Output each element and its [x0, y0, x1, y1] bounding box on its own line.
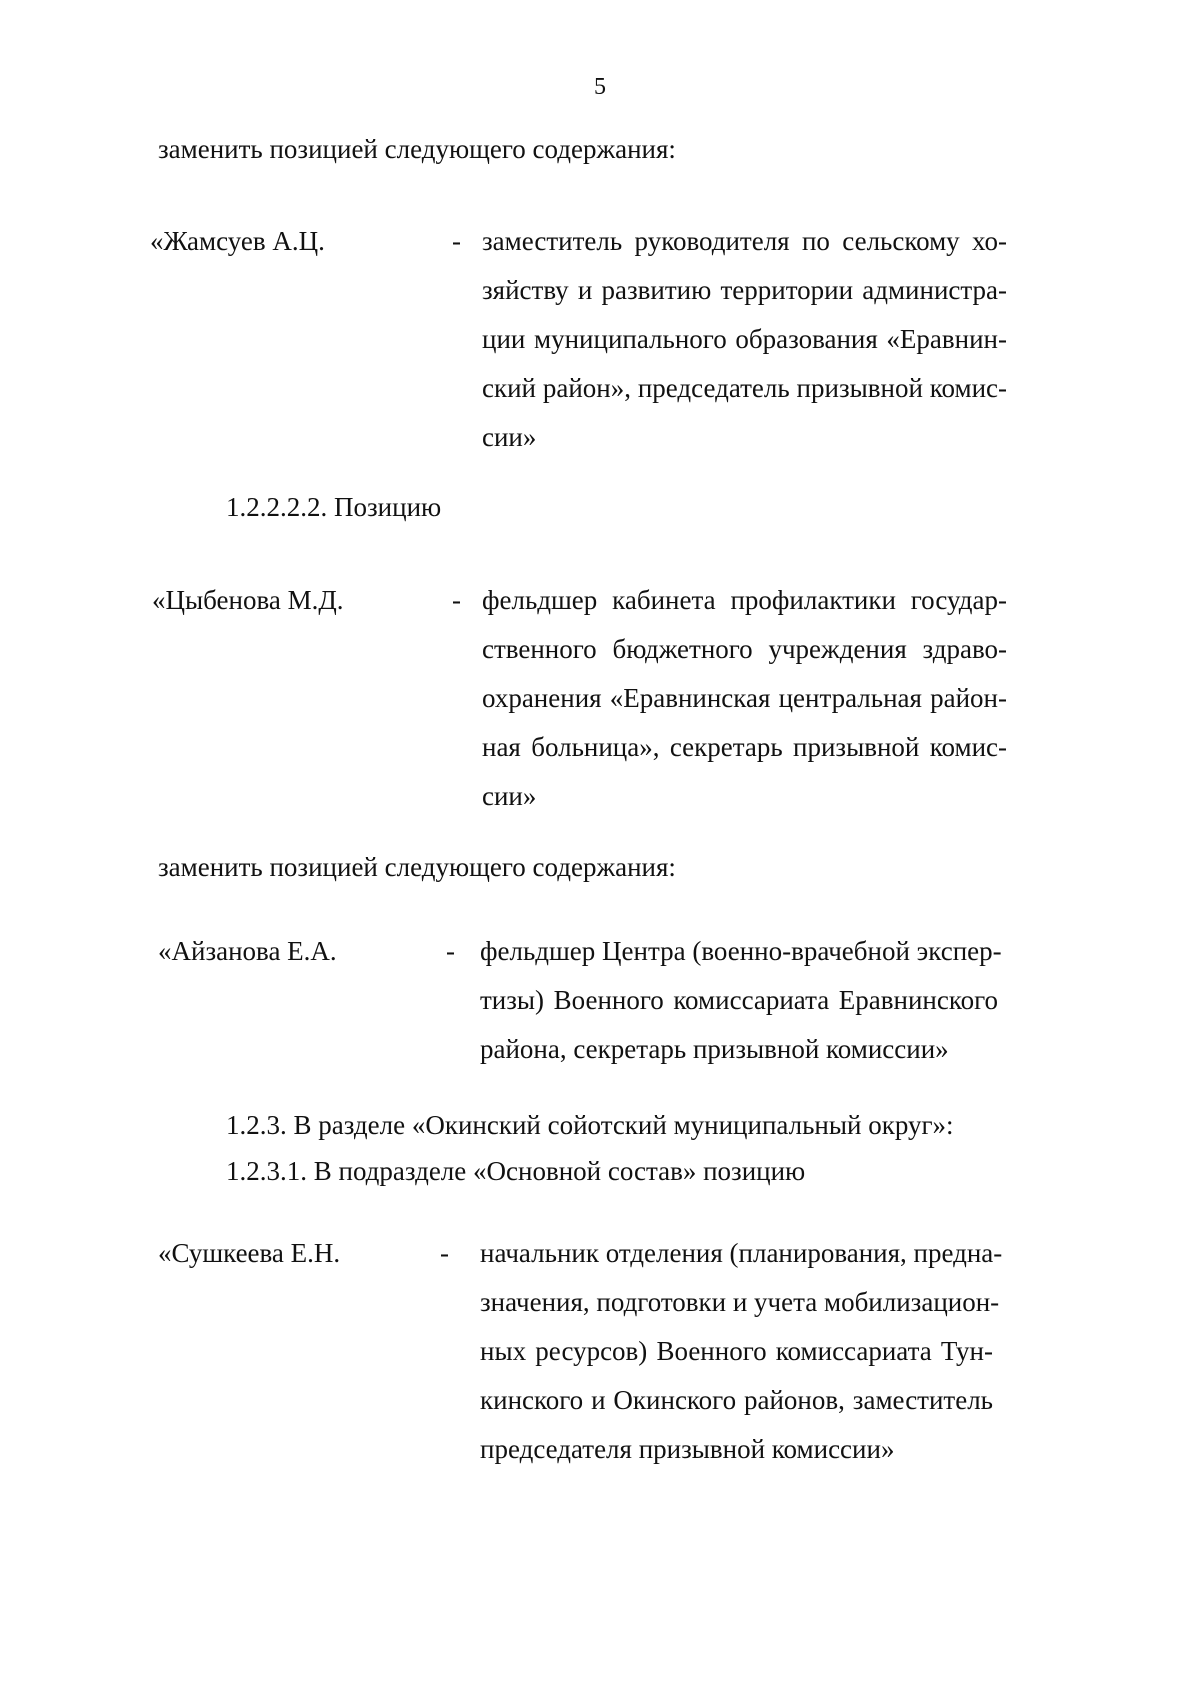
entry-description [480, 934, 1002, 1081]
subsection-heading: 1.2.3.1. В подразделе «Основной состав» позицию [226, 1156, 806, 1186]
description-line: ственного бюджетного учреждения здраво- [482, 634, 1007, 664]
description-line: зяйству и развитию территории администра- [482, 275, 1007, 305]
description-line: заместитель руководителя по сельскому хо- [482, 226, 1007, 256]
entry-person-name: «Жамсуев А.Ц. [150, 226, 325, 256]
entry-person-name: «Цыбенова М.Д. [152, 585, 344, 615]
description-line: начальник отделения (планирования, предна- [480, 1238, 1003, 1268]
item-heading: 1.2.2.2.2. Позицию [226, 492, 442, 522]
description-line: района, секретарь призывной комиссии» [480, 1034, 949, 1064]
page-number: 5 [594, 74, 606, 100]
description-line: ции муниципального образования «Еравнин- [482, 324, 1007, 354]
entry-dash: - [452, 585, 461, 615]
description-line: ский район», председатель призывной комис- [482, 373, 1007, 403]
entry-dash: - [452, 226, 461, 256]
description-line: сии» [482, 422, 537, 452]
description-line: кинского и Окинского районов, заместитель [480, 1385, 993, 1415]
entry-description [482, 583, 1007, 828]
entry-description [482, 224, 1007, 469]
description-line: фельдшер кабинета профилактики государ- [482, 585, 1007, 615]
entry-description [480, 1236, 1003, 1481]
description-line: ная больница», секретарь призывной комис- [482, 732, 1007, 762]
section-heading: 1.2.3. В разделе «Окинский сойотский муниципальный округ»: [226, 1110, 954, 1140]
description-line: охранения «Еравнинская центральная район- [482, 683, 1007, 713]
description-line: тизы) Военного комиссариата Еравнинского [480, 985, 998, 1015]
replace-with-position-text: заменить позицией следующего содержания: [158, 852, 676, 882]
entry-person-name: «Сушкеева Е.Н. [158, 1238, 341, 1268]
description-line: сии» [482, 781, 537, 811]
description-line: ных ресурсов) Военного комиссариата Тун- [480, 1336, 993, 1366]
description-line: значения, подготовки и учета мобилизацион- [480, 1287, 1000, 1317]
replace-with-position-text: заменить позицией следующего содержания: [158, 134, 676, 164]
entry-dash: - [446, 936, 455, 966]
entry-person-name: «Айзанова Е.А. [158, 936, 337, 966]
description-line: председателя призывной комиссии» [480, 1434, 895, 1464]
entry-dash: - [440, 1238, 449, 1268]
description-line: фельдшер Центра (военно-врачебной экспер- [480, 936, 1002, 966]
